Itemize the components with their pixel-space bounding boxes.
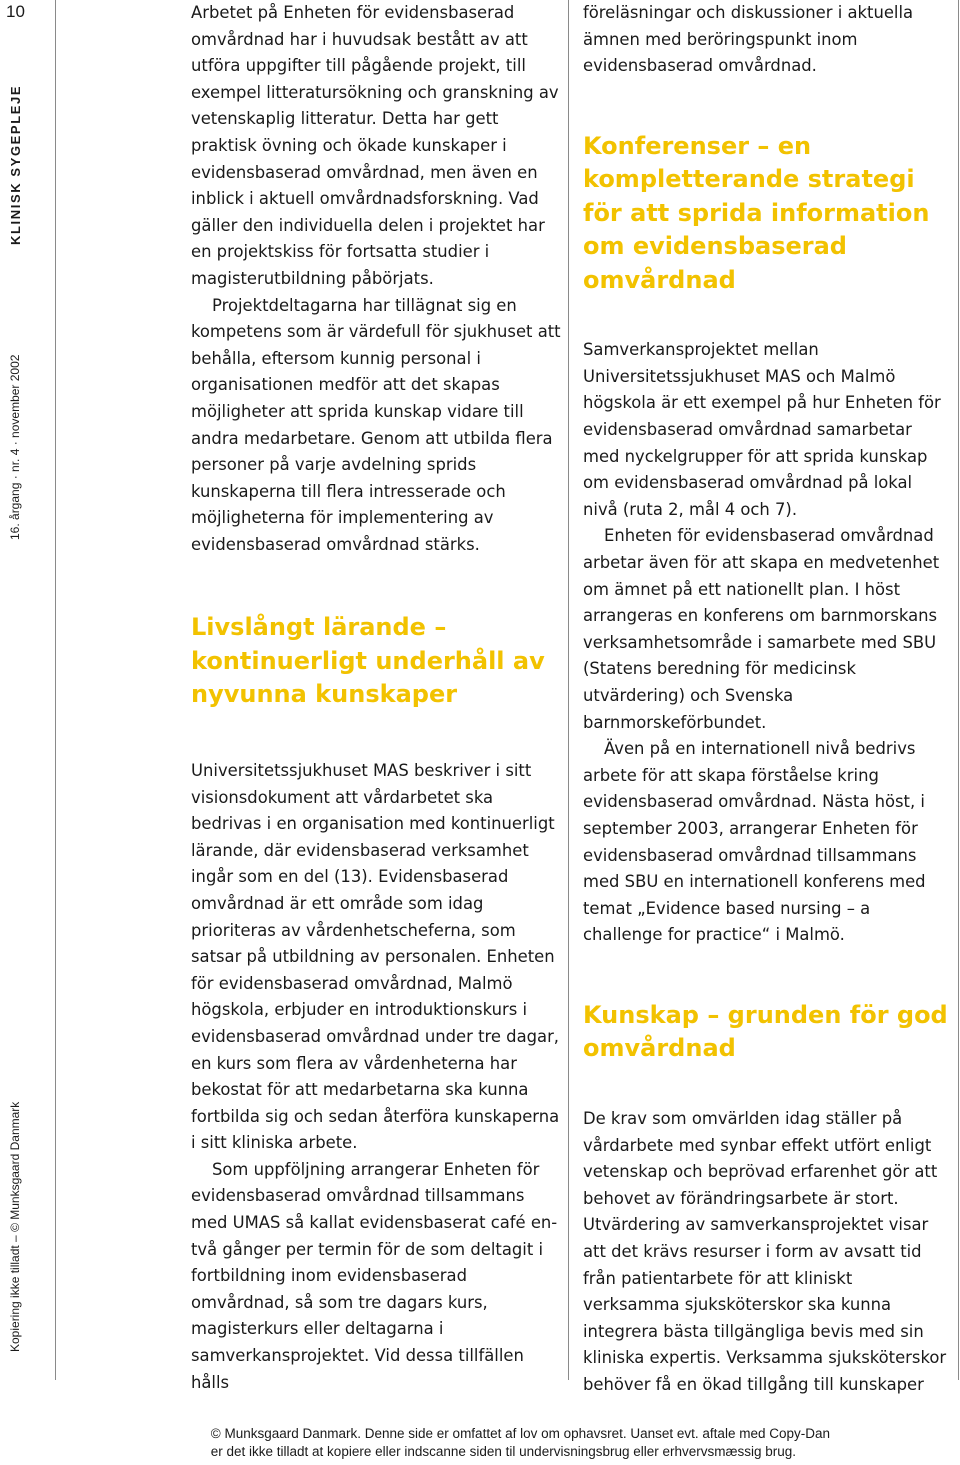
column-rule [568,0,569,1380]
sidebar-issue: 16. årgang · nr. 4 · november 2002 [8,354,22,540]
paragraph: föreläsningar och diskussioner i aktuella ämnen med beröringspunkt inom evidensbaserad omvårdnad. [583,3,914,76]
paragraph: Som uppföljning arrangerar Enheten för evidensbaserad omvårdnad tillsammans med UMAS så kallat evidensbaserat café en-två gånger per termin för de som deltagit i fortbildning inom evidensbaserad omvårdnad, så som tre dagars kurs, magisterkurs eller deltagarna i samverkansprojektet. Vid dessa tillfällen hålls [191,1159,558,1392]
paragraph: Enheten för evidensbaserad omvårdnad arbetar även för att skapa en medvetenhet om ämnet på ett nationellt plan. I höst arrangeras en konferens om barnmorskans verksamhetsområde i samarbete med SBU (Statens beredning för medicinsk utvärdering) och Svenska barnmorskeförbundet. [583,526,940,732]
paragraph: Projektdeltagarna har tillägnat sig en kompetens som är värdefull för sjukhuset att behålla, eftersom kunnig personal i organisationen medför att det skapas möjligheter att sprida kunskap vidare till andra medarbetare. Genom att utbilda flera personer på varje avdelning sprids kunskaperna till flera intresserade och möjligheterna för implementering av evidensbaserad omvårdnad stärks. [191,295,561,554]
paragraph: De krav som omvärlden idag ställer på vårdarbete med synbar effekt utfört enligt vetenskap och beprövad erfarenhet gör att behovet av förändringsarbete är stort. Utvärdering av samverkansprojektet visar att det krävs resurser i form av avsatt tid från patientarbete för att kliniskt verksamma sjuksköterskor ska kunna integrera bästa tillgängliga bevis med sin kliniska expertis. Verksamma sjuksköterskor behöver få en ökad tillgång till kunskaper [583,1108,947,1394]
section-heading: Konferenser – en kompletterande strategi för att sprida information om evidensbaserad omvårdnad [583,131,930,294]
column-right [583,0,948,1398]
footer-line: © Munksgaard Danmark. Denne side er omfattet af lov om ophavsret. Uanset evt. aftale med Copy-Dan [210,1426,830,1441]
right-rule [958,0,959,1380]
paragraph: Universitetssjukhuset MAS beskriver i sitt visionsdokument att vårdarbetet ska bedrivas i en organisation med kontinuerligt lärande, där evidensbaserad verksamhet ingår som en del (13). Evidensbaserad omvårdnad är ett område som idag prioriteras av vårdenhetscheferna, som satsar på utbildning av personalen. Enheten för evidensbaserad omvårdnad, Malmö högskola, erbjuder en introduktionskurs i evidensbaserad omvårdnad under tre dagar, en kurs som flera av vårdenheterna har bekostat för att medarbetarna ska kunna fortbilda sig och sedan återföra kunskaperna i sitt kliniska arbete. [191,760,560,1153]
sidebar-journal-title: KLINISK SYGEPLEJE [8,84,23,245]
sidebar-copyright: Kopiering ikke tilladt – © Munksgaard Danmark [8,1101,22,1352]
section-heading: Livslångt lärande – kontinuerligt underhåll av nyvunna kunskaper [191,613,545,709]
margin-rule [55,0,56,1380]
page-number: 10 [6,2,25,21]
paragraph: Även på en internationell nivå bedrivs arbete för att skapa förståelse kring evidensbaserad omvårdnad. Nästa höst, i september 2003, arrangerar Enheten för evidensbaserad omvårdnad tillsammans med SBU en internationell konferens med temat „Evidence based nursing – a challenge for practice“ i Malmö. [583,739,926,945]
paragraph: Samverkansprojektet mellan Universitetssjukhuset MAS och Malmö högskola är ett exempel på hur Enheten för evidensbaserad omvårdnad samarbetar med nyckelgrupper för att sprida kunskap om evidensbaserad omvårdnad på lokal nivå (ruta 2, mål 4 och 7). [583,340,941,519]
paragraph: Arbetet på Enheten för evidensbaserad omvårdnad har i huvudsak bestått av att utföra uppgifter till pågående projekt, till exempel litteratursökning och granskning av vetenskaplig litteratur. Detta har gett praktisk övning och ökade kunskaper i evidensbaserad omvårdnad, men även en inblick i aktuell omvårdnadsforskning. Vad gäller den individuella delen i projektet har en projektskiss för fortsatta studier i magisterutbildning påbörjats. [191,3,559,288]
footer-line: er det ikke tilladt at kopiere eller indscanne siden til undervisningsbrug eller erhvervsmæssig brug. [210,1444,797,1459]
column-left [191,0,561,1396]
section-heading: Kunskap – grunden för god omvårdnad [583,1000,948,1063]
